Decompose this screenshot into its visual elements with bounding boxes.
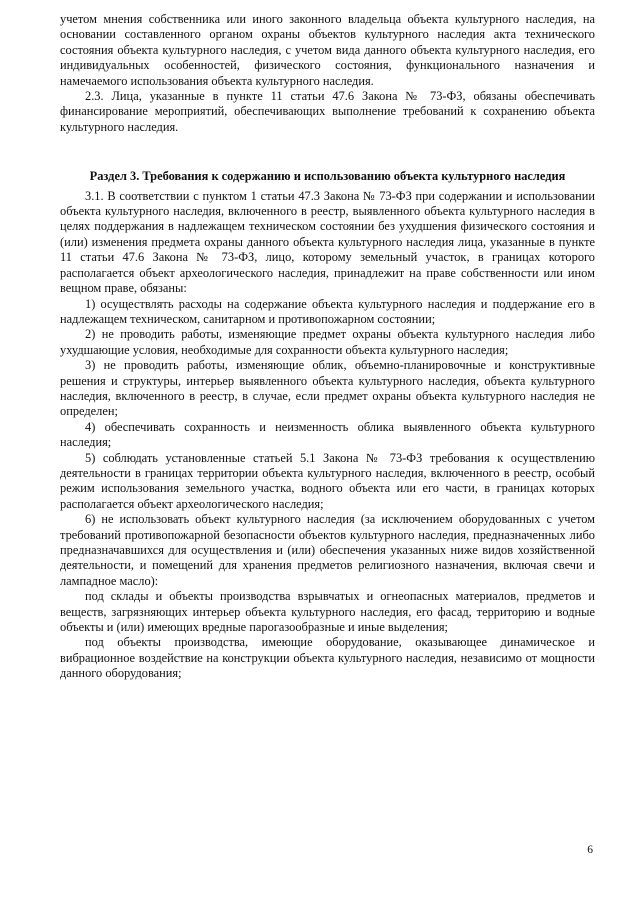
list-item-6: 6) не использовать объект культурного наследия (за исключением оборудованных с учетом требований противопожарной безопасности объектов культурного наследия, предназначенных либо предназначавшихся для осуществления и (или) обеспечения указанных ниже видов хозяйственной деятельности, и помещений для хранения предметов религиозного назначения, включая свечи и лампадное масло):: [60, 512, 595, 588]
list-item-2: 2) не проводить работы, изменяющие предмет охраны объекта культурного наследия либо ухудшающие условия, необходимые для сохранности объекта культурного наследия;: [60, 327, 595, 357]
sub-item-warehouses: под склады и объекты производства взрывчатых и огнеопасных материалов, предметов и веществ, загрязняющих интерьер объекта культурного наследия, его фасад, территорию и водные объекты и (или) имеющих вредные парогазообразные и иные выделения;: [60, 589, 595, 635]
page-number: 6: [587, 844, 593, 856]
list-item-3: 3) не проводить работы, изменяющие облик, объемно-планировочные и конструктивные решения и структуры, интерьер выявленного объекта культурного наследия, объекта культурного наследия, включенного в реестр, в случае, если предмет охраны объекта культурного наследия не определен;: [60, 358, 595, 419]
list-item-1: 1) осуществлять расходы на содержание объекта культурного наследия и поддержание его в надлежащем техническом, санитарном и противопожарном состоянии;: [60, 296, 595, 326]
paragraph-3-1: 3.1. В соответствии с пунктом 1 статьи 47.3 Закона № 73-ФЗ при содержании и использовании объекта культурного наследия, включенного в реестр, выявленного объекта культурного наследия в целях поддержания в надлежащем техническом состоянии без ухудшения физического состояния и (или) изменения предмета охраны данного объекта культурного наследия лица, указанные в пункте 11 статьи 47.6 Закона № 73-ФЗ, лицо, которому земельный участок, в границах которого располагается объект археологического наследия, принадлежит на праве собственности или ином вещном праве, обязаны:: [60, 188, 595, 296]
sub-item-production: под объекты производства, имеющие оборудование, оказывающее динамическое и вибрационное воздействие на конструкции объекта культурного наследия, независимо от мощности данного оборудования;: [60, 635, 595, 681]
paragraph-2-3: 2.3. Лица, указанные в пункте 11 статьи 47.6 Закона № 73-ФЗ, обязаны обеспечивать финансирование мероприятий, обеспечивающих выполнение требований к сохранению объекта культурного наследия.: [60, 89, 595, 134]
paragraph-continuation: учетом мнения собственника или иного законного владельца объекта культурного наследия, на основании составленного органом охраны объектов культурного наследия акта технического состояния объекта культурного наследия, с учетом вида данного объекта культурного наследия, его индивидуальных особенностей, физического состояния, функционального назначения и намечаемого использования объекта культурного наследия.: [60, 12, 595, 88]
page-body: [60, 12, 595, 682]
list-item-5: 5) соблюдать установленные статьей 5.1 Закона № 73-ФЗ требования к осуществлению деятельности в границах территории объекта культурного наследия, включенного в реестр, особый режим использования земельного участка, водного объекта или его части, в границах которых располагается объект археологического наследия;: [60, 450, 595, 511]
section-heading: Раздел 3. Требования к содержанию и использованию объекта культурного наследия: [89, 169, 566, 184]
list-item-4: 4) обеспечивать сохранность и неизменность облика выявленного объекта культурного наследия;: [60, 419, 595, 450]
